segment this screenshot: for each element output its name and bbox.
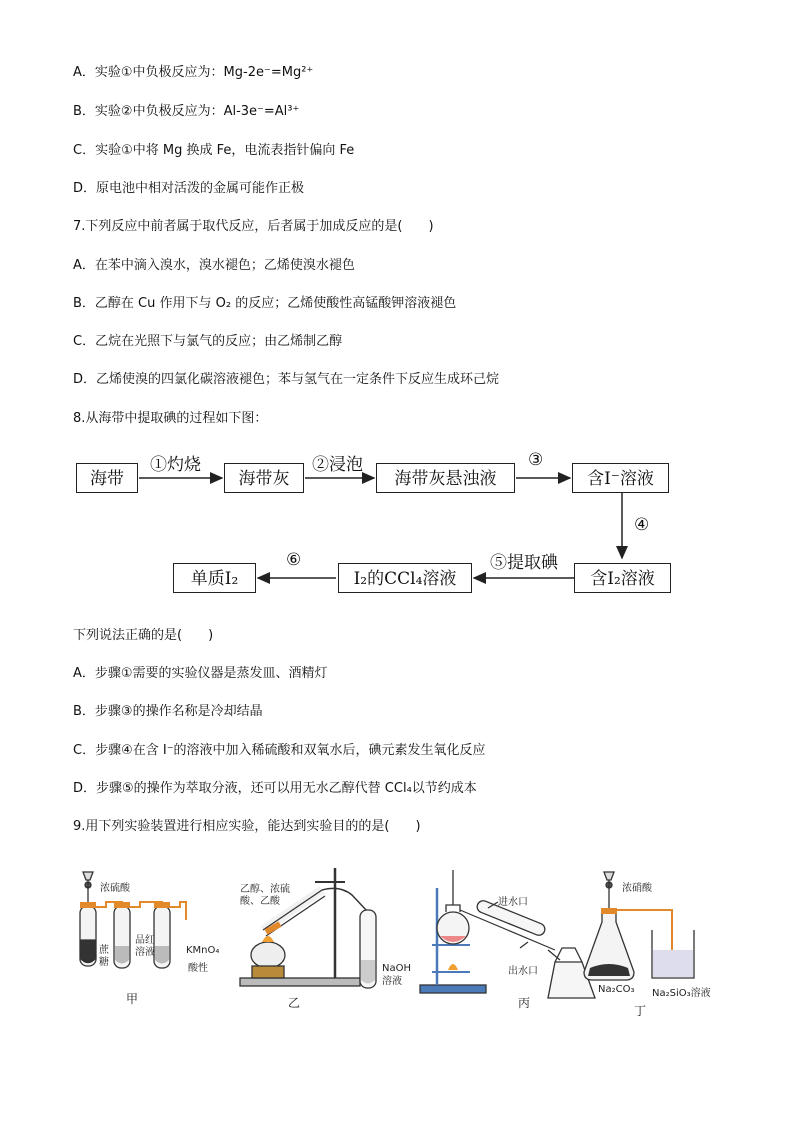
jia-solid-label: 蔗糖 [99,945,109,968]
q8-option-d: D．步骤⑤的操作为萃取分液，还可以用无水乙醇代替 CCl₄以节约成本 [73,781,477,796]
q8-stem: 8.从海带中提取碘的过程如下图： [73,411,268,426]
ding-na2sio3-label: Na₂SiO₃溶液 [652,988,711,999]
q9-stem: 9.用下列实验装置进行相应实验，能达到实验目的的是( ) [73,819,421,834]
q6-option-d: D．原电池中相对活泼的金属可能作正极 [73,181,305,196]
step-1-label: ①灼烧 [150,455,201,475]
flow-box-elemental-iodine: 单质I₂ [173,563,256,593]
flow-box-kelp: 海带 [76,463,138,493]
jia-acid-label: 浓硫酸 [100,883,130,894]
flow-box-iodine-ccl4: I₂的CCl₄溶液 [338,563,472,593]
q6-option-a: A．实验①中负极反应为：Mg-2e⁻=Mg²⁺ [73,65,314,80]
flow-box-iodine-solution: 含I₂溶液 [574,563,671,593]
ding-na2co3-label: Na₂CO₃ [598,984,635,995]
q8-option-b: B．步骤③的操作名称是冷却结晶 [73,704,263,719]
flow-box-kelp-ash: 海带灰 [224,463,304,493]
yi-name: 乙 [288,996,301,1010]
jia-name: 甲 [126,992,139,1006]
apparatus-jia [80,872,186,968]
ding-name: 丁 [634,1004,647,1018]
step-6-label: ⑥ [286,550,302,570]
q8-option-c: C．步骤④在含 I⁻的溶液中加入稀硫酸和双氧水后，碘元素发生氧化反应 [73,743,486,758]
jia-pinkred-label: 品红溶液 [135,935,155,958]
yi-naoh-label: NaOH溶液 [382,963,411,987]
bing-outlet-label: 出水口 [508,966,538,977]
q7-option-d: D．乙烯使溴的四氯化碳溶液褪色；苯与氢气在一定条件下反应生成环己烷 [73,372,500,387]
jia-acidic-label: 酸性 [188,963,208,974]
q7-option-c: C．乙烷在光照下与氯气的反应；由乙烯制乙醇 [73,334,343,349]
q7-stem: 7.下列反应中前者属于取代反应，后者属于加成反应的是( ) [73,219,434,234]
step-5-label: ⑤提取碘 [490,553,558,573]
step-2-label: ②浸泡 [312,455,363,475]
ding-acid-label: 浓硝酸 [622,883,652,894]
yi-reagents-label: 乙醇、浓硫酸、乙酸 [240,884,290,907]
step-4-label: ④ [634,515,650,535]
flow-box-suspension: 海带灰悬浊液 [376,463,515,493]
q6-option-b: B．实验②中负极反应为：Al-3e⁻=Al³⁺ [73,104,300,119]
q8-prompt: 下列说法正确的是( ) [73,628,214,643]
bing-name: 丙 [518,996,531,1010]
q6-option-c: C．实验①中将 Mg 换成 Fe，电流表指针偏向 Fe [73,143,355,158]
jia-kmno4-label: KMnO₄ [186,945,220,956]
q7-option-a: A．在苯中滴入溴水，溴水褪色；乙烯使溴水褪色 [73,258,355,273]
q7-option-b: B．乙醇在 Cu 作用下与 O₂ 的反应；乙烯使酸性高锰酸钾溶液褪色 [73,296,457,311]
q8-option-a: A．步骤①需要的实验仪器是蒸发皿、酒精灯 [73,666,328,681]
apparatus-bing [420,870,595,998]
step-3-label: ③ [528,450,544,470]
flow-box-iodide-solution: 含I⁻溶液 [572,463,669,493]
bing-inlet-label: 进水口 [498,897,528,908]
